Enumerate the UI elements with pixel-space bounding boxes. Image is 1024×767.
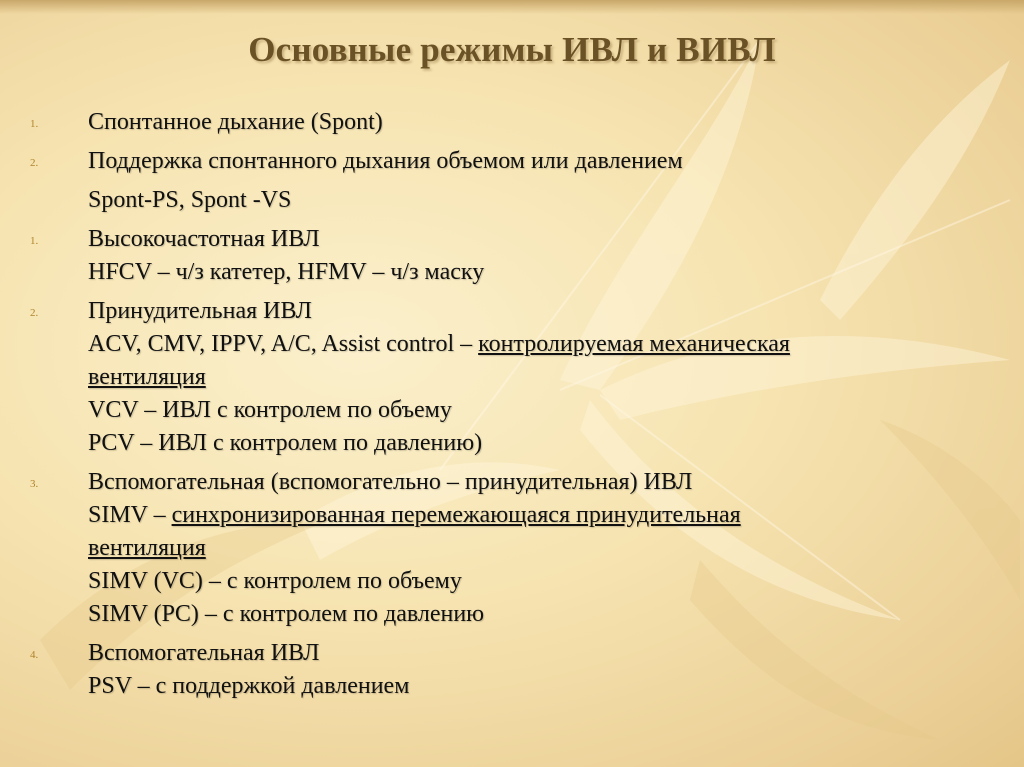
list-item-subtext: PSV – с поддержкой давлением [88, 673, 410, 699]
list-item-subtext: SIMV (VC) – с контролем по объему [88, 568, 462, 594]
list-item-subtext: HFCV – ч/з катетер, HFMV – ч/з маску [88, 259, 485, 285]
underlined-term: контролируемая механическая [478, 331, 790, 357]
list-item-subtext [88, 532, 1024, 565]
list-item-number: 1. [30, 235, 39, 247]
list-item-subtext: SIMV (PC) – с контролем по давлению [88, 601, 485, 627]
modes-list [0, 106, 1024, 709]
list-item-subtext: VCV – ИВЛ с контролем по объему [88, 397, 452, 423]
list-item-number: 4. [30, 649, 39, 661]
list-item [0, 637, 1024, 703]
list-item-text: Поддержка спонтанного дыхания объемом или давлением [88, 148, 683, 174]
list-item-number: 3. [30, 478, 39, 490]
list-item [0, 295, 1024, 460]
list-item-number: 2. [30, 157, 39, 169]
list-item [0, 106, 1024, 139]
mode-abbreviations: ACV, CMV, IPPV, A/C, Assist control – [88, 331, 479, 357]
list-item-text: Высокочастотная ИВЛ [88, 226, 320, 252]
list-item-text: Принудительная ИВЛ [88, 298, 312, 324]
list-item-text: Спонтанное дыхание (Spont) [88, 109, 383, 135]
list-item-subtext [88, 328, 1024, 361]
top-border-band [0, 0, 1024, 14]
list-item-subtext [88, 499, 1024, 532]
list-item-text: Вспомогательная (вспомогательно – принудительная) ИВЛ [88, 469, 693, 495]
list-item-subtext: PCV – ИВЛ с контролем по давлению) [88, 430, 483, 456]
list-item [0, 223, 1024, 289]
list-item-number: 2. [30, 307, 39, 319]
list-item [0, 466, 1024, 631]
underlined-term: вентиляция [88, 364, 206, 390]
list-item-subtext: Spont-PS, Spont -VS [88, 187, 292, 213]
mode-abbreviations: SIMV – [88, 502, 172, 528]
list-item [0, 145, 1024, 217]
list-item-text: Вспомогательная ИВЛ [88, 640, 320, 666]
list-item-number: 1. [30, 118, 39, 130]
underlined-term: синхронизированная перемежающаяся принудительная [171, 502, 741, 528]
underlined-term: вентиляция [88, 535, 206, 561]
slide-title: Основные режимы ИВЛ и ВИВЛ [248, 30, 776, 69]
list-item-subtext [88, 361, 1024, 394]
